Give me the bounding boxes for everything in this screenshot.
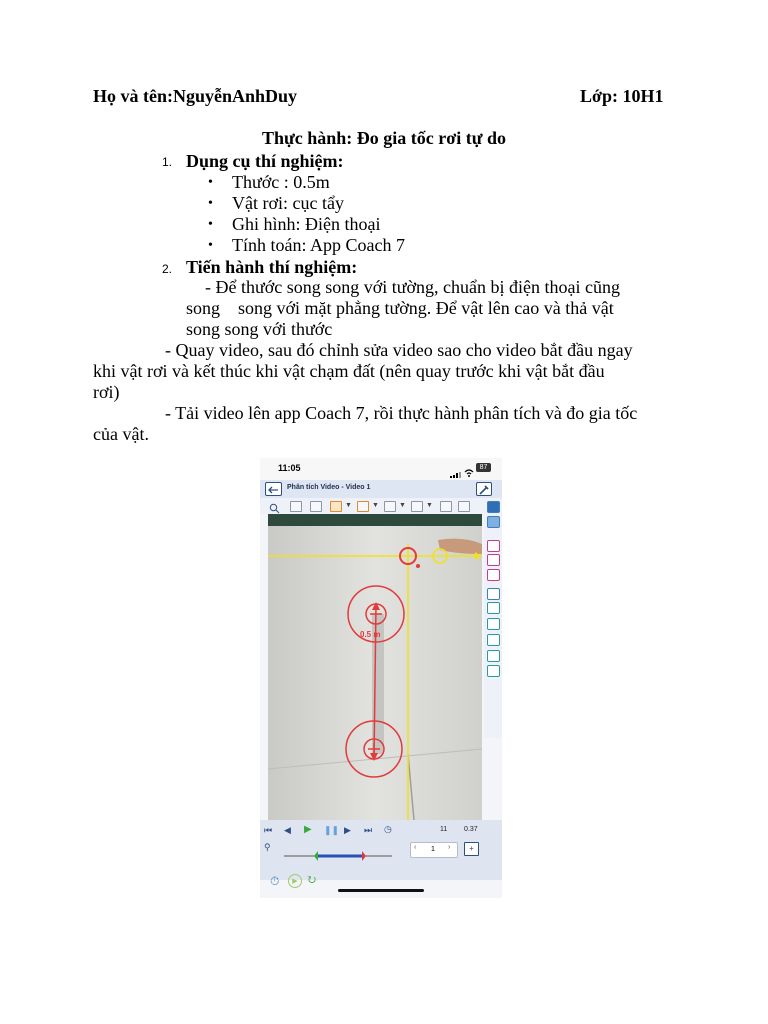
tool-icon[interactable]	[487, 588, 500, 600]
class-label: Lớp: 10H1	[580, 86, 664, 106]
graph-icon[interactable]	[487, 554, 500, 566]
home-indicator	[338, 889, 424, 892]
tool-icon[interactable]	[411, 501, 423, 512]
time-readout: 0.37	[464, 826, 478, 833]
status-bar	[260, 458, 502, 480]
dropdown-caret-icon[interactable]: ▼	[399, 501, 406, 509]
back-button[interactable]	[265, 482, 282, 496]
dropdown-caret-icon[interactable]: ▼	[372, 501, 379, 509]
battery-icon: 87	[476, 463, 491, 472]
step-back-icon[interactable]: ◀︎	[284, 825, 291, 835]
tool-icon[interactable]	[290, 501, 302, 512]
paragraph-line: song song với thước	[186, 319, 333, 339]
scale-label: 0.5 m	[360, 630, 381, 639]
bullet-dot: •	[208, 238, 213, 253]
paragraph-line: song song với mặt phẳng tường. Để vật lên cao và thả vật	[186, 298, 614, 318]
clock-icon[interactable]: ◷	[384, 824, 392, 834]
list-item: Tính toán: App Coach 7	[232, 235, 405, 255]
tool-icon[interactable]	[487, 618, 500, 630]
tool-icon[interactable]	[330, 501, 342, 512]
paragraph-line: của vật.	[93, 424, 149, 444]
playback-controls	[260, 820, 502, 880]
tool-icon[interactable]	[384, 501, 396, 512]
section-1-number: 1.	[162, 155, 173, 169]
timer-icon[interactable]: ⏱	[270, 874, 280, 888]
wifi-icon	[464, 464, 474, 472]
skip-end-icon[interactable]: ⏭	[364, 825, 373, 835]
add-frame-icon[interactable]: +	[464, 842, 479, 856]
list-item: Ghi hình: Điện thoại	[232, 214, 381, 234]
table-icon[interactable]	[487, 516, 500, 528]
zoom-icon[interactable]	[269, 501, 279, 510]
bullet-dot: •	[208, 175, 213, 190]
app-screenshot	[260, 458, 502, 898]
play-icon[interactable]: ▶	[304, 824, 312, 835]
loop-icon[interactable]: ↻	[306, 872, 317, 887]
tool-icon[interactable]	[440, 501, 452, 512]
chevron-right-icon[interactable]: ›	[448, 844, 451, 851]
frame-step-stepper[interactable]	[410, 842, 458, 858]
dropdown-caret-icon[interactable]: ▼	[345, 501, 352, 509]
chevron-left-icon[interactable]: ‹	[414, 844, 417, 851]
paragraph-line: - Tải video lên app Coach 7, rồi thực hành phân tích và đo gia tốc	[165, 403, 638, 423]
timeline-slider[interactable]	[284, 848, 392, 858]
zoom-icon[interactable]: ⚲	[264, 842, 271, 852]
tool-icon[interactable]	[487, 665, 500, 677]
side-panel	[484, 498, 502, 738]
graph-icon[interactable]	[487, 540, 500, 552]
title-bar	[260, 480, 502, 498]
bullet-dot: •	[208, 217, 213, 232]
status-time: 11:05	[278, 463, 301, 473]
tool-icon[interactable]	[487, 602, 500, 614]
tool-icon[interactable]	[458, 501, 470, 512]
signal-icon	[450, 465, 462, 471]
paragraph-line: - Quay video, sau đó chỉnh sửa video sao cho video bắt đầu ngay	[165, 340, 633, 360]
list-item: Thước : 0.5m	[232, 172, 330, 192]
section-2-heading: Tiến hành thí nghiệm:	[186, 257, 358, 277]
paragraph-line: khi vật rơi và kết thúc khi vật chạm đất (nên quay trước khi vật bắt đầu	[93, 361, 605, 381]
student-name: Họ và tên:NguyễnAnhDuy	[93, 86, 298, 106]
paragraph-line: - Để thước song song với tường, chuẩn bị điện thoại cũng	[205, 277, 621, 297]
list-item: Vật rơi: cục tẩy	[232, 193, 344, 213]
paragraph-line: rơi)	[93, 382, 120, 402]
document-title: Thực hành: Đo gia tốc rơi tự do	[261, 128, 507, 148]
tool-icon[interactable]	[357, 501, 369, 512]
dropdown-caret-icon[interactable]: ▼	[426, 501, 433, 509]
skip-start-icon[interactable]: ⏮	[264, 825, 273, 835]
wrench-icon[interactable]	[476, 482, 492, 496]
bullet-dot: •	[208, 196, 213, 211]
frame-number: 11	[440, 826, 448, 833]
tool-strip	[260, 498, 502, 514]
video-frame[interactable]	[268, 514, 482, 820]
pause-icon[interactable]: ❚❚	[324, 825, 340, 835]
play-circle-icon[interactable]: ▶	[288, 874, 302, 888]
section-2-number: 2.	[162, 262, 173, 276]
video-overlay	[268, 514, 482, 820]
section-1-heading: Dụng cụ thí nghiệm:	[186, 151, 344, 171]
window-title: Phân tích Video - Video 1	[287, 484, 371, 491]
tool-icon[interactable]	[310, 501, 322, 512]
panel-icon[interactable]	[487, 501, 500, 513]
step-forward-icon[interactable]: ▶︎	[344, 825, 351, 835]
frame-step-value: 1	[431, 846, 435, 853]
tool-icon[interactable]	[487, 634, 500, 646]
value-icon[interactable]	[487, 569, 500, 581]
tool-icon[interactable]	[487, 650, 500, 662]
